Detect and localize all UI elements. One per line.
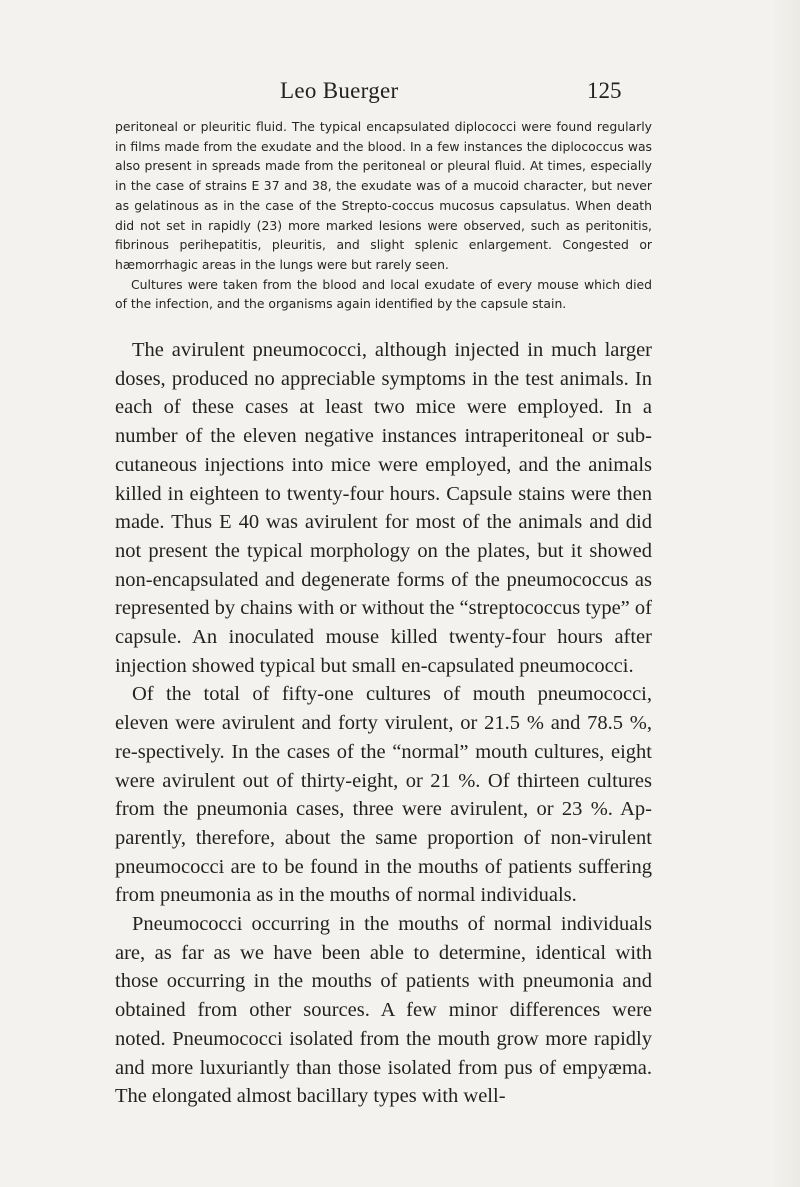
small-paragraph: Cultures were taken from the blood and local exudate of every mouse which died of the infection, and the organisms again identified by the capsule stain. bbox=[115, 276, 652, 312]
page-edge-shadow bbox=[770, 0, 800, 1187]
body-paragraph: Pneumococci occurring in the mouths of normal individuals are, as far as we have been able to determine, identical with those occurring in the mouths of patients with pneumonia and obtained from other sources. A few minor differences were noted. Pneumococci isolated from the mouth grow more rapidly and more luxuriantly than those isolated from pus of empyæma. The elongated almost bacillary types with well- bbox=[115, 913, 652, 1108]
body-paragraph: The avirulent pneumococci, although injected in much larger doses, produced no appreciable symptoms in the test animals. In each of these cases at least two mice were employed. In a number of the eleven negative instances intraperitoneal or sub-cutaneous injections into mice were employed, and the animals killed in eighteen to twenty-four hours. Capsule stains were then made. Thus E 40 was avirulent for most of the animals and did not present the typical morphology on the plates, but it showed non-encapsulated and degenerate forms of the pneumococcus as represented by chains with or without the “streptococcus type” of capsule. An inoculated mouse killed twenty-four hours after injection showed typical but small en-capsulated pneumococci. bbox=[115, 339, 652, 677]
page-number: 125 bbox=[587, 78, 622, 103]
small-paragraph: peritoneal or pleuritic fluid. The typical encapsulated diplococci were found regularly in films made from the exudate and the blood. In a few instances the diplococcus was also present in spreads made from the peritoneal or pleural fluid. At times, especially in the case of strains E 37 and 38, the exudate was of a mucoid character, but never as gelatinous as in the case of the Strepto-coccus mucosus capsulatus. When death did not set in rapidly (23) more marked lesions were observed, such as peritonitis, fibrinous perihepatitis, pleuritis, and slight splenic enlargement. Congested or hæmorrhagic areas in the lungs were but rarely seen. bbox=[115, 119, 652, 272]
body-paragraph: Of the total of fifty-one cultures of mouth pneumococci, eleven were avirulent and forty virulent, or 21.5 % and 78.5 %, re-spectively. In the cases of the “normal” mouth cultures, eight were avirulent out of thirty-eight, or 21 %. Of thirteen cultures from the pneumonia cases, three were avirulent, or 23 %. Ap-parently, therefore, about the same proportion of non-virulent pneumococci are to be found in the mouths of patients suffering from pneumonia as in the mouths of normal individuals. bbox=[115, 683, 652, 907]
main-text-section bbox=[115, 336, 652, 1111]
page-header bbox=[0, 70, 800, 110]
running-head: Leo Buerger bbox=[280, 78, 399, 103]
small-print-section bbox=[115, 117, 652, 314]
